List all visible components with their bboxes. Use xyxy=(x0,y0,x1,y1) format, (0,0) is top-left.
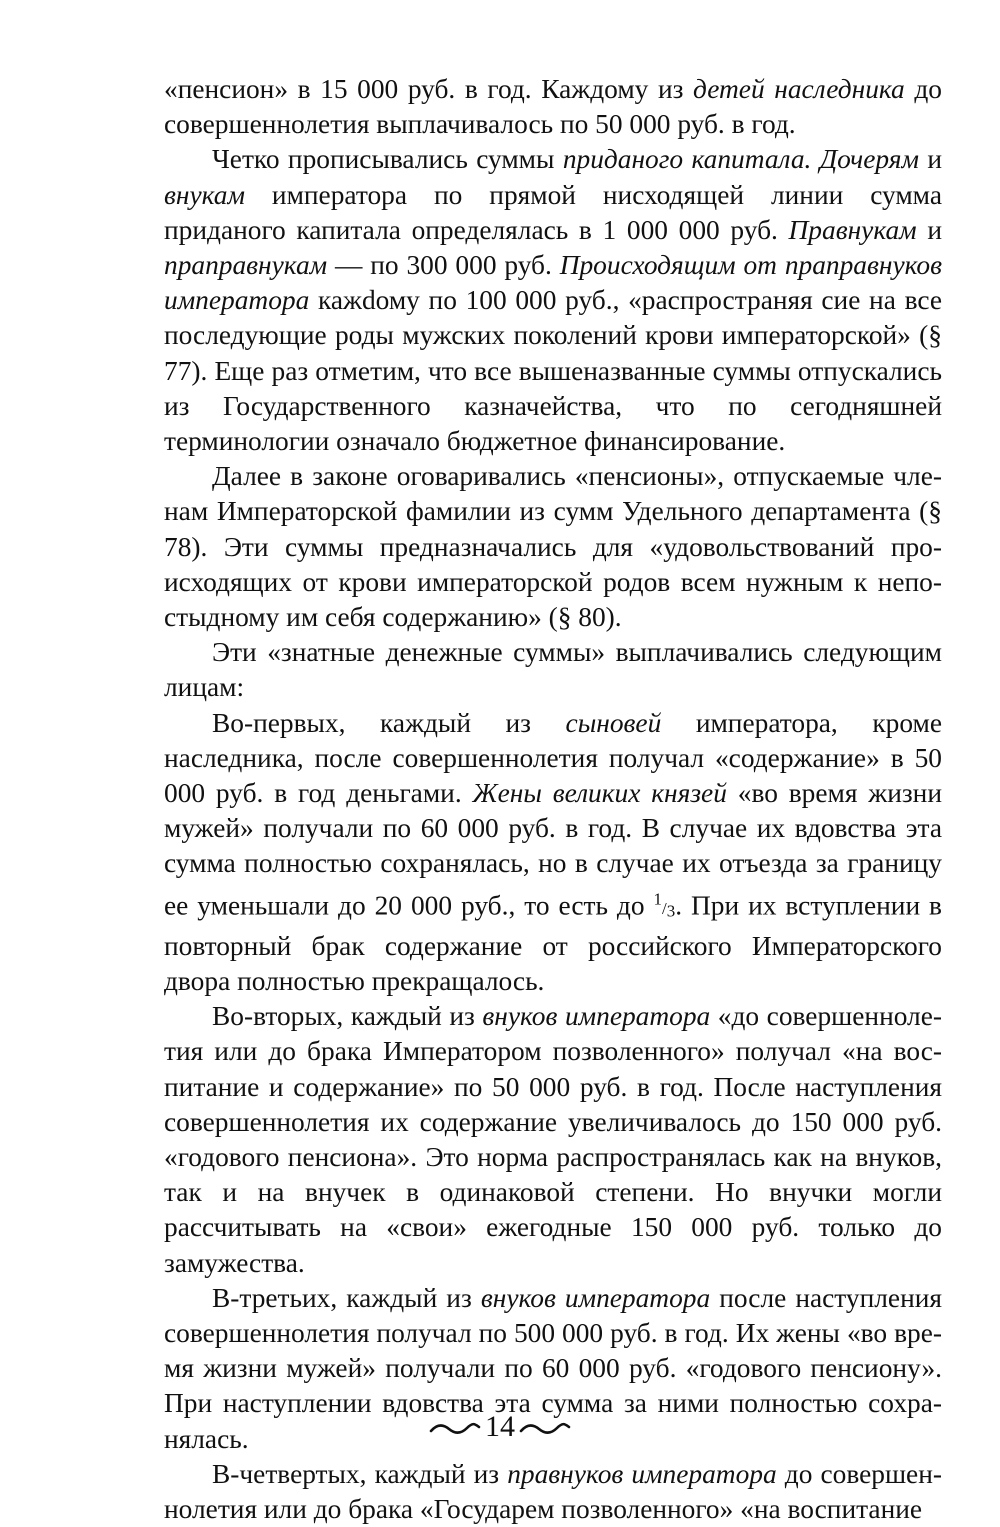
italic-term: приданого капитала. Дочерям xyxy=(562,144,919,175)
text-run: Четко прописывались суммы xyxy=(212,144,563,175)
text-run: после наступления совершеннолетия получал по 500 000 руб. в год. Их жены «во время жизни мужей» получали по 60 000 руб. «годового пенсиону». При наступлении вдовства эта сумма за ними полностью сохранялась. xyxy=(164,1282,942,1454)
text-run: Во-первых, каждый из xyxy=(212,707,566,738)
text-run: и xyxy=(918,144,943,175)
right-swash-ornament-icon xyxy=(519,1422,571,1436)
italic-term: внуков императора xyxy=(482,1001,711,1032)
page-folio xyxy=(0,1410,1000,1444)
italic-term: внуков императора xyxy=(480,1282,711,1313)
paragraph xyxy=(164,72,942,142)
paragraph xyxy=(164,635,942,705)
text-run: «до совершеннолетия или до брака Императором позволенного» получал «на воспитание и содержание» по 50 000 руб. в год. После наступления совершеннолетия их содержание увеличивалось до 150 000 руб. «годового пенсиона». Это норма распространялась как на внуков, так и на внучек в одинаковой степени. Но внучки могли рассчитывать на «свои» ежегодные 150 000 руб. только до замужества. xyxy=(164,1001,943,1278)
italic-term: Правнукам xyxy=(788,214,917,245)
fraction-numerator: 1 xyxy=(653,889,662,909)
text-run: . При их вступлении в повторный брак содержание от российского Императорского двора полностью прекращалось. xyxy=(164,890,942,996)
fraction-slash: / xyxy=(662,899,667,918)
paragraph xyxy=(164,999,942,1281)
text-run: Эти «знатные денежные суммы» выплачивались следующим лицам: xyxy=(164,637,942,703)
text-run: «пенсион» в 15 000 руб. в год. Каждому из xyxy=(164,74,694,104)
fraction-denominator: 3 xyxy=(666,901,676,921)
text-run: Во-вторых, каждый из xyxy=(212,1001,483,1032)
left-swash-ornament-icon xyxy=(429,1422,481,1436)
paragraph xyxy=(164,459,942,635)
paragraph xyxy=(164,706,942,1000)
text-run: — по 300 000 руб. xyxy=(327,250,560,281)
text-run: кажdому по 100 000 руб., «распространяя сие на все последующие роды мужских поколений крови императорской» (§ 77). Еще раз отметим, что все вышеназванные суммы отпускались из Государственного казначейства, что по сегодняшней терминологии означало бюджетное финансирование. xyxy=(164,285,942,457)
paragraph xyxy=(164,1457,942,1527)
italic-term: внукам xyxy=(164,179,245,210)
text-run: императора по прямой нисходящей линии сумма приданого капитала определялась в 1 000 000 руб. xyxy=(164,179,942,245)
text-run: «во время жизни мужей» получали по 60 000 руб. в год. В случае их вдовства эта сумма полностью сохранялась, но в случае их отъезда за границу ее уменьшали до 20 000 руб., то есть до xyxy=(164,778,943,920)
italic-term: детей наследника xyxy=(693,74,905,104)
text-run: Далее в законе оговаривались «пенсионы», отпускаемые членам Императорской фамилии из сумм Удельного департамента (§ 78). Эти суммы предназначались для «удовольствований происходящих от крови императорской родов всем нужным к непостыдному им себя содержанию» (§ 80). xyxy=(164,461,942,633)
text-run: до совершеннолетия выплачивалось по 50 000 руб. в год. xyxy=(164,74,942,140)
paragraph xyxy=(164,142,942,459)
italic-term: правнуков императора xyxy=(507,1458,777,1489)
page-number: 14 xyxy=(485,1410,515,1443)
text-run: и xyxy=(916,214,942,245)
body-text xyxy=(164,72,942,1527)
italic-term: праправнукам xyxy=(164,250,328,281)
italic-term: Происходящим от праправнуков императора xyxy=(164,250,942,316)
italic-term: сыновей xyxy=(565,707,662,738)
text-run: В-четвертых, каждый из xyxy=(212,1458,508,1489)
text-run: императора, кроме наследника, после совершеннолетия получал «содержание» в 50 000 руб. в год деньгами. xyxy=(164,707,942,809)
text-run: В-третьих, каждый из xyxy=(212,1282,481,1313)
italic-term: Жены великих князей xyxy=(472,778,727,809)
fraction xyxy=(653,889,676,921)
text-run: до совершеннолетия или до брака «Государем позволенного» «на воспитание xyxy=(164,1458,942,1524)
